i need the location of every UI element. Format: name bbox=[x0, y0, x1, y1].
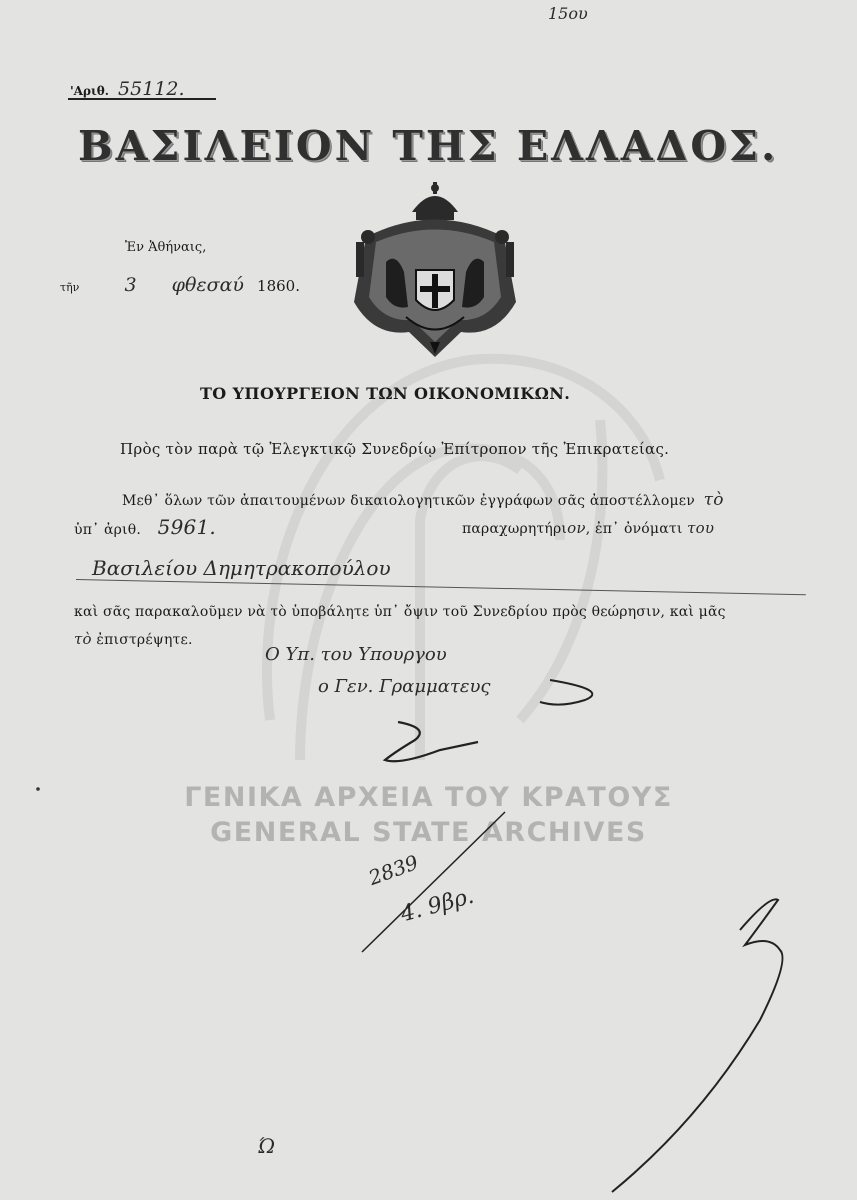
body-line-4: καὶ σᾶς παρακαλοῦμεν νὰ τὸ ὑποβάλητε ὑπ᾽ ὄψιν τοῦ Συνεδρίου πρὸς θεώρησιν, καὶ μᾶς bbox=[74, 604, 726, 620]
body-line-2-prefix: ὑπ᾽ ἀριθ. bbox=[74, 522, 142, 538]
bottom-pencil-mark: Ώ bbox=[258, 1134, 276, 1158]
body-line-2-end-handwritten: του bbox=[687, 519, 715, 537]
ministry-heading: ΤΟ ΥΠΟΥΡΓΕΙΟΝ ΤΩΝ ΟΙΚΟΝΟΜΙΚΩΝ. bbox=[200, 384, 571, 403]
dateline-day: 3 bbox=[124, 274, 137, 296]
body-line-2-mid: παραχωρητήρι bbox=[462, 521, 568, 537]
dateline-month: φθεσαύ bbox=[171, 274, 244, 296]
document-title: ΒΑΣΙΛΕΙΟΝ ΤΗΣ ΕΛΛΑΔΟΣ. bbox=[78, 122, 779, 170]
addressee-line: Πρὸς τὸν παρὰ τῷ Ἐλεγκτικῷ Συνεδρίῳ Ἐπίτροπον τῆς Ἐπικρατείας. bbox=[120, 440, 670, 458]
dateline-prefix: τῆν bbox=[60, 281, 80, 294]
margin-note-number: 2839 bbox=[365, 850, 422, 890]
document-number-label: 'Αριθ. bbox=[70, 84, 109, 98]
body-line-1-text: Μεθ᾽ ὅλων τῶν ἀπαιτουμένων δικαιολογητικῶν ἐγγράφων σᾶς ἀποστέλλομεν bbox=[122, 493, 695, 509]
body-line-3-name: Βασιλείου Δημητρακοπούλου bbox=[92, 556, 391, 580]
body-line-1-handwritten: τὸ bbox=[703, 490, 724, 510]
body-line-2-number: 5961. bbox=[157, 515, 216, 539]
body-line-5-text: ἐπιστρέψητε. bbox=[96, 632, 193, 648]
signature-line-1: Ο Υπ. του Υπουργου bbox=[265, 644, 447, 665]
archive-watermark-greek: ΓΕΝΙΚΑ ΑΡΧΕΙΑ ΤΟΥ ΚΡΑΤΟΥΣ bbox=[184, 782, 673, 813]
body-line-5-handwritten: τὸ bbox=[74, 630, 92, 648]
dateline-year: 1860. bbox=[257, 277, 300, 295]
corner-handwritten-note: 15ου bbox=[548, 4, 588, 23]
archive-watermark-english: GENERAL STATE ARCHIVES bbox=[210, 817, 647, 848]
body-line-2-mid-handwritten: ον bbox=[567, 519, 586, 537]
body-line-2-after: , ἐπ᾽ ὀνόματι bbox=[585, 521, 683, 537]
dateline-place: Ἐν Ἀθήναις, bbox=[125, 240, 207, 255]
margin-note-date: 4. 9βρ. bbox=[398, 883, 477, 928]
signature-line-2: ο Γεν. Γραμματευς bbox=[318, 676, 491, 697]
document-number-value: 55112. bbox=[118, 78, 185, 100]
